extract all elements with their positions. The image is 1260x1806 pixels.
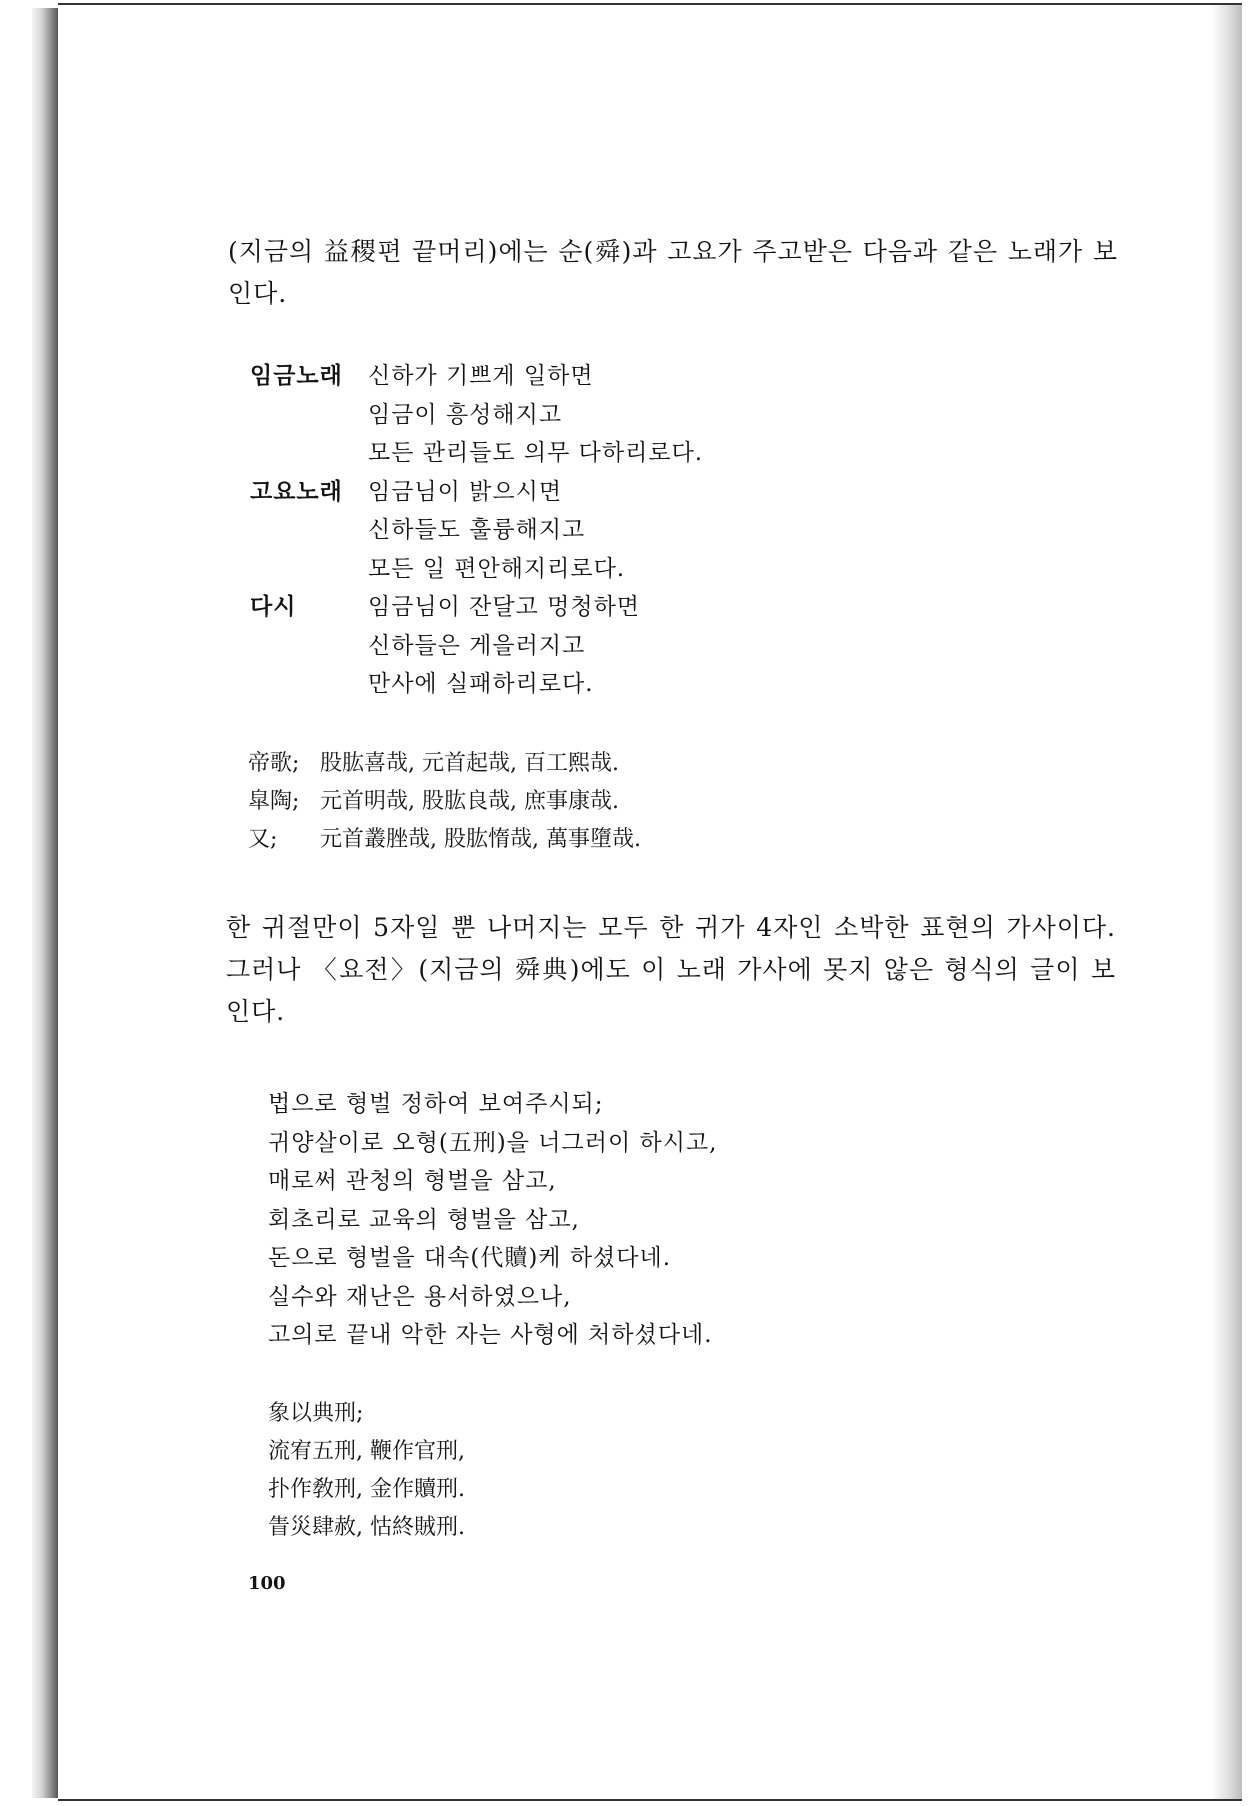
song-line: 신하들도 훌륭해지고 bbox=[368, 517, 586, 543]
song-line: 만사에 실패하리로다. bbox=[368, 671, 594, 697]
song-line: 임금님이 밝으시면 bbox=[368, 478, 563, 505]
hanja-label: 皐陶; bbox=[248, 789, 300, 814]
law-line: 매로써 관청의 형벌을 삼고, bbox=[268, 1168, 557, 1194]
song-dialogue bbox=[250, 357, 950, 704]
stanza-lines bbox=[368, 473, 625, 589]
law-hanja-original bbox=[268, 1395, 465, 1547]
song-line: 임금이 흥성해지고 bbox=[368, 401, 563, 428]
page-content bbox=[58, 5, 1242, 1799]
song-line: 신하가 기쁘게 일하면 bbox=[368, 363, 594, 389]
hanja-line: 扑作敎刑, 金作贖刑. bbox=[268, 1477, 465, 1502]
hanja-label: 又; bbox=[248, 827, 278, 852]
stanza-lines bbox=[368, 357, 703, 473]
hanja-line: 眚災肆赦, 怙終賊刑. bbox=[268, 1515, 465, 1540]
hanja-row bbox=[248, 783, 641, 821]
body-paragraph: 한 귀절만이 5자일 뿐 나머지는 모두 한 귀가 4자인 소박한 표현의 가사이다. 그러나 〈요전〉(지금의 舜典)에도 이 노래 가사에 못지 않은 형식의 글이 보인다. bbox=[226, 913, 1116, 1026]
song-hanja-original bbox=[248, 745, 641, 859]
speaker-label: 다시 bbox=[250, 594, 297, 620]
song-stanza bbox=[250, 357, 950, 473]
hanja-text: 元首明哉, 股肱良哉, 庶事康哉. bbox=[320, 789, 619, 814]
song-line: 모든 일 편안해지리로다. bbox=[368, 555, 626, 582]
page-number: 100 bbox=[248, 1573, 286, 1594]
law-line: 귀양살이로 오형(五刑)을 너그러이 하시고, bbox=[268, 1129, 718, 1156]
intro-paragraph: (지금의 益稷편 끝머리)에는 순(舜)과 고요가 주고받은 다음과 같은 노래가 보인다. bbox=[228, 237, 1118, 308]
speaker-label: 고요노래 bbox=[250, 478, 343, 505]
song-line: 모든 관리들도 의무 다하리로다. bbox=[368, 440, 704, 466]
hanja-line: 象以典刑; bbox=[268, 1401, 364, 1426]
book-spine bbox=[32, 8, 60, 1798]
hanja-row bbox=[248, 821, 641, 859]
page bbox=[58, 3, 1242, 1801]
hanja-label: 帝歌; bbox=[248, 751, 300, 776]
song-line: 신하들은 게을러지고 bbox=[368, 632, 586, 659]
song-stanza bbox=[250, 473, 950, 589]
law-line: 고의로 끝내 악한 자는 사형에 처하셨다네. bbox=[268, 1322, 713, 1348]
speaker-label: 임금노래 bbox=[250, 363, 343, 389]
hanja-line: 流宥五刑, 鞭作官刑, bbox=[268, 1439, 465, 1464]
hanja-row bbox=[248, 745, 641, 783]
stanza-lines bbox=[368, 588, 640, 704]
hanja-text: 股肱喜哉, 元首起哉, 百工熙哉. bbox=[320, 751, 619, 776]
law-line: 돈으로 형벌을 대속(代贖)케 하셨다네. bbox=[268, 1245, 672, 1271]
song-stanza bbox=[250, 588, 950, 704]
law-line: 실수와 재난은 용서하였으나, bbox=[268, 1283, 572, 1310]
song-line: 임금님이 잔달고 멍청하면 bbox=[368, 594, 641, 620]
hanja-text: 元首叢脞哉, 股肱惰哉, 萬事墮哉. bbox=[320, 827, 641, 852]
law-line: 법으로 형벌 정하여 보여주시되; bbox=[268, 1091, 604, 1117]
law-verse bbox=[268, 1085, 717, 1355]
law-line: 회초리로 교육의 형벌을 삼고, bbox=[268, 1206, 580, 1233]
